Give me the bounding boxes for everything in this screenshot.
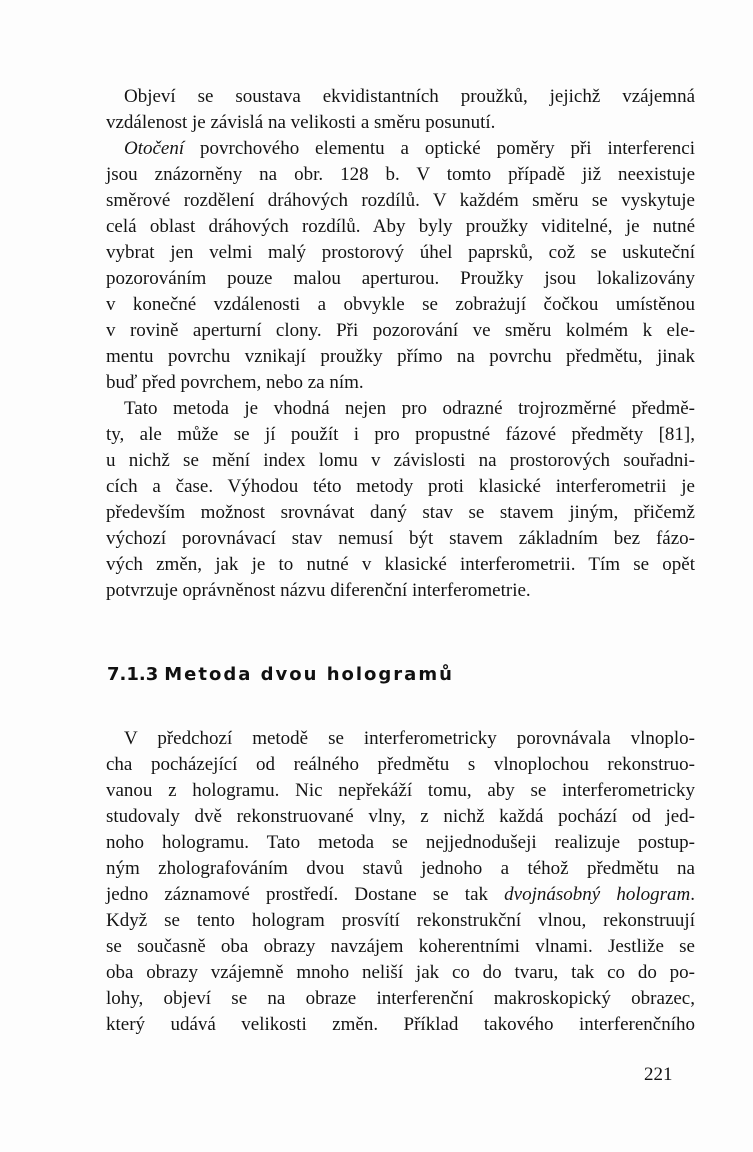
text-line: vzdálenost je závislá na velikosti a směru posunutí. <box>106 112 496 133</box>
text-line: celá oblast dráhových rozdílů. Aby byly proužky viditelné, je nutné <box>106 216 695 237</box>
text-line <box>124 138 695 160</box>
emphasis-term: Otočení <box>124 138 185 159</box>
text-line: v konečné vzdálenosti a obvykle se zobrażují čočkou umístěnou <box>106 294 695 315</box>
text-line: v rovině aperturní clony. Při pozorování ve směru kolmém k ele- <box>106 320 695 341</box>
text-line: Když se tento hologram prosvítí rekonstrukční vlnou, rekonstruují <box>106 910 695 931</box>
section-title: Metoda dvou hologramů <box>164 664 454 685</box>
emphasis-term: dvojnásobný hologram <box>504 884 691 905</box>
text-line: cha pocházející od reálného předmětu s vlnoplochou rekonstruo- <box>106 754 695 775</box>
section-heading <box>107 664 454 685</box>
text-line: potvrzuje oprávněnost názvu diferenční interferometrie. <box>106 580 531 601</box>
text-line: u nichž se mění index lomu v závislosti na prostorových souřadni- <box>106 450 695 471</box>
text-line: výchozí porovnávací stav nemusí být stavem základním bez fázo- <box>106 528 695 549</box>
text-line: ným zholografováním dvou stavů jednoho a téhož předmětu na <box>106 858 695 879</box>
text-line: vých změn, jak je to nutné v klasické interferometrii. Tím se opět <box>106 554 695 575</box>
text-line: směrové rozdělení dráhových rozdílů. V každém směru se vyskytuje <box>106 190 695 211</box>
text-line: vybrat jen velmi malý prostorový úhel paprsků, což se uskuteční <box>106 242 695 263</box>
page-number: 221 <box>644 1064 673 1085</box>
text-line: který udává velikosti změn. Příklad takového interferenčního <box>106 1014 695 1035</box>
text-line: pozorováním pouze malou aperturou. Proužky jsou lokalizovány <box>106 268 695 289</box>
text-line <box>106 884 695 906</box>
text-span: . <box>690 884 695 905</box>
text-line: cích a čase. Výhodou této metody proti klasické interferometrii je <box>106 476 695 497</box>
text-line: se současně oba obrazy navzájem koherentními vlnami. Jestliže se <box>106 936 695 957</box>
text-line: především možnost srovnávat daný stav se stavem jiným, přičemž <box>106 502 695 523</box>
text-line: oba obrazy vzájemně mnoho neliší jak co do tvaru, tak co do po- <box>106 962 695 983</box>
text-line: jsou znázorněny na obr. 128 b. V tomto případě již neexistuje <box>106 164 695 185</box>
text-line: mentu povrchu vznikají proužky přímo na povrchu předmětu, jinak <box>106 346 695 367</box>
text-line: noho hologramu. Tato metoda se nejjednodušeji realizuje postup- <box>106 832 695 853</box>
text-line: studovaly dvě rekonstruované vlny, z nichž každá pochází od jed- <box>106 806 695 827</box>
text-line: ty, ale může se jí použít i pro propustné fázové předměty [81], <box>106 424 695 445</box>
text-line: vanou z hologramu. Nic nepřekáží tomu, aby se interferometricky <box>106 780 695 801</box>
text-line: Objeví se soustava ekvidistantních proužků, jejichž vzájemná <box>124 86 695 107</box>
text-line: Tato metoda je vhodná nejen pro odrazné trojrozměrné předmě- <box>124 398 695 419</box>
section-number: 7.1.3 <box>107 664 159 685</box>
text-line: V předchozí metodě se interferometricky porovnávala vlnoplo- <box>124 728 695 749</box>
text-line: lohy, objeví se na obraze interferenční makroskopický obrazec, <box>106 988 695 1009</box>
text-line: buď před povrchem, nebo za ním. <box>106 372 364 393</box>
text-span: jedno záznamové prostředí. Dostane se tak <box>106 884 505 905</box>
text-span: povrchového elementu a optické poměry při interferenci <box>184 138 695 159</box>
